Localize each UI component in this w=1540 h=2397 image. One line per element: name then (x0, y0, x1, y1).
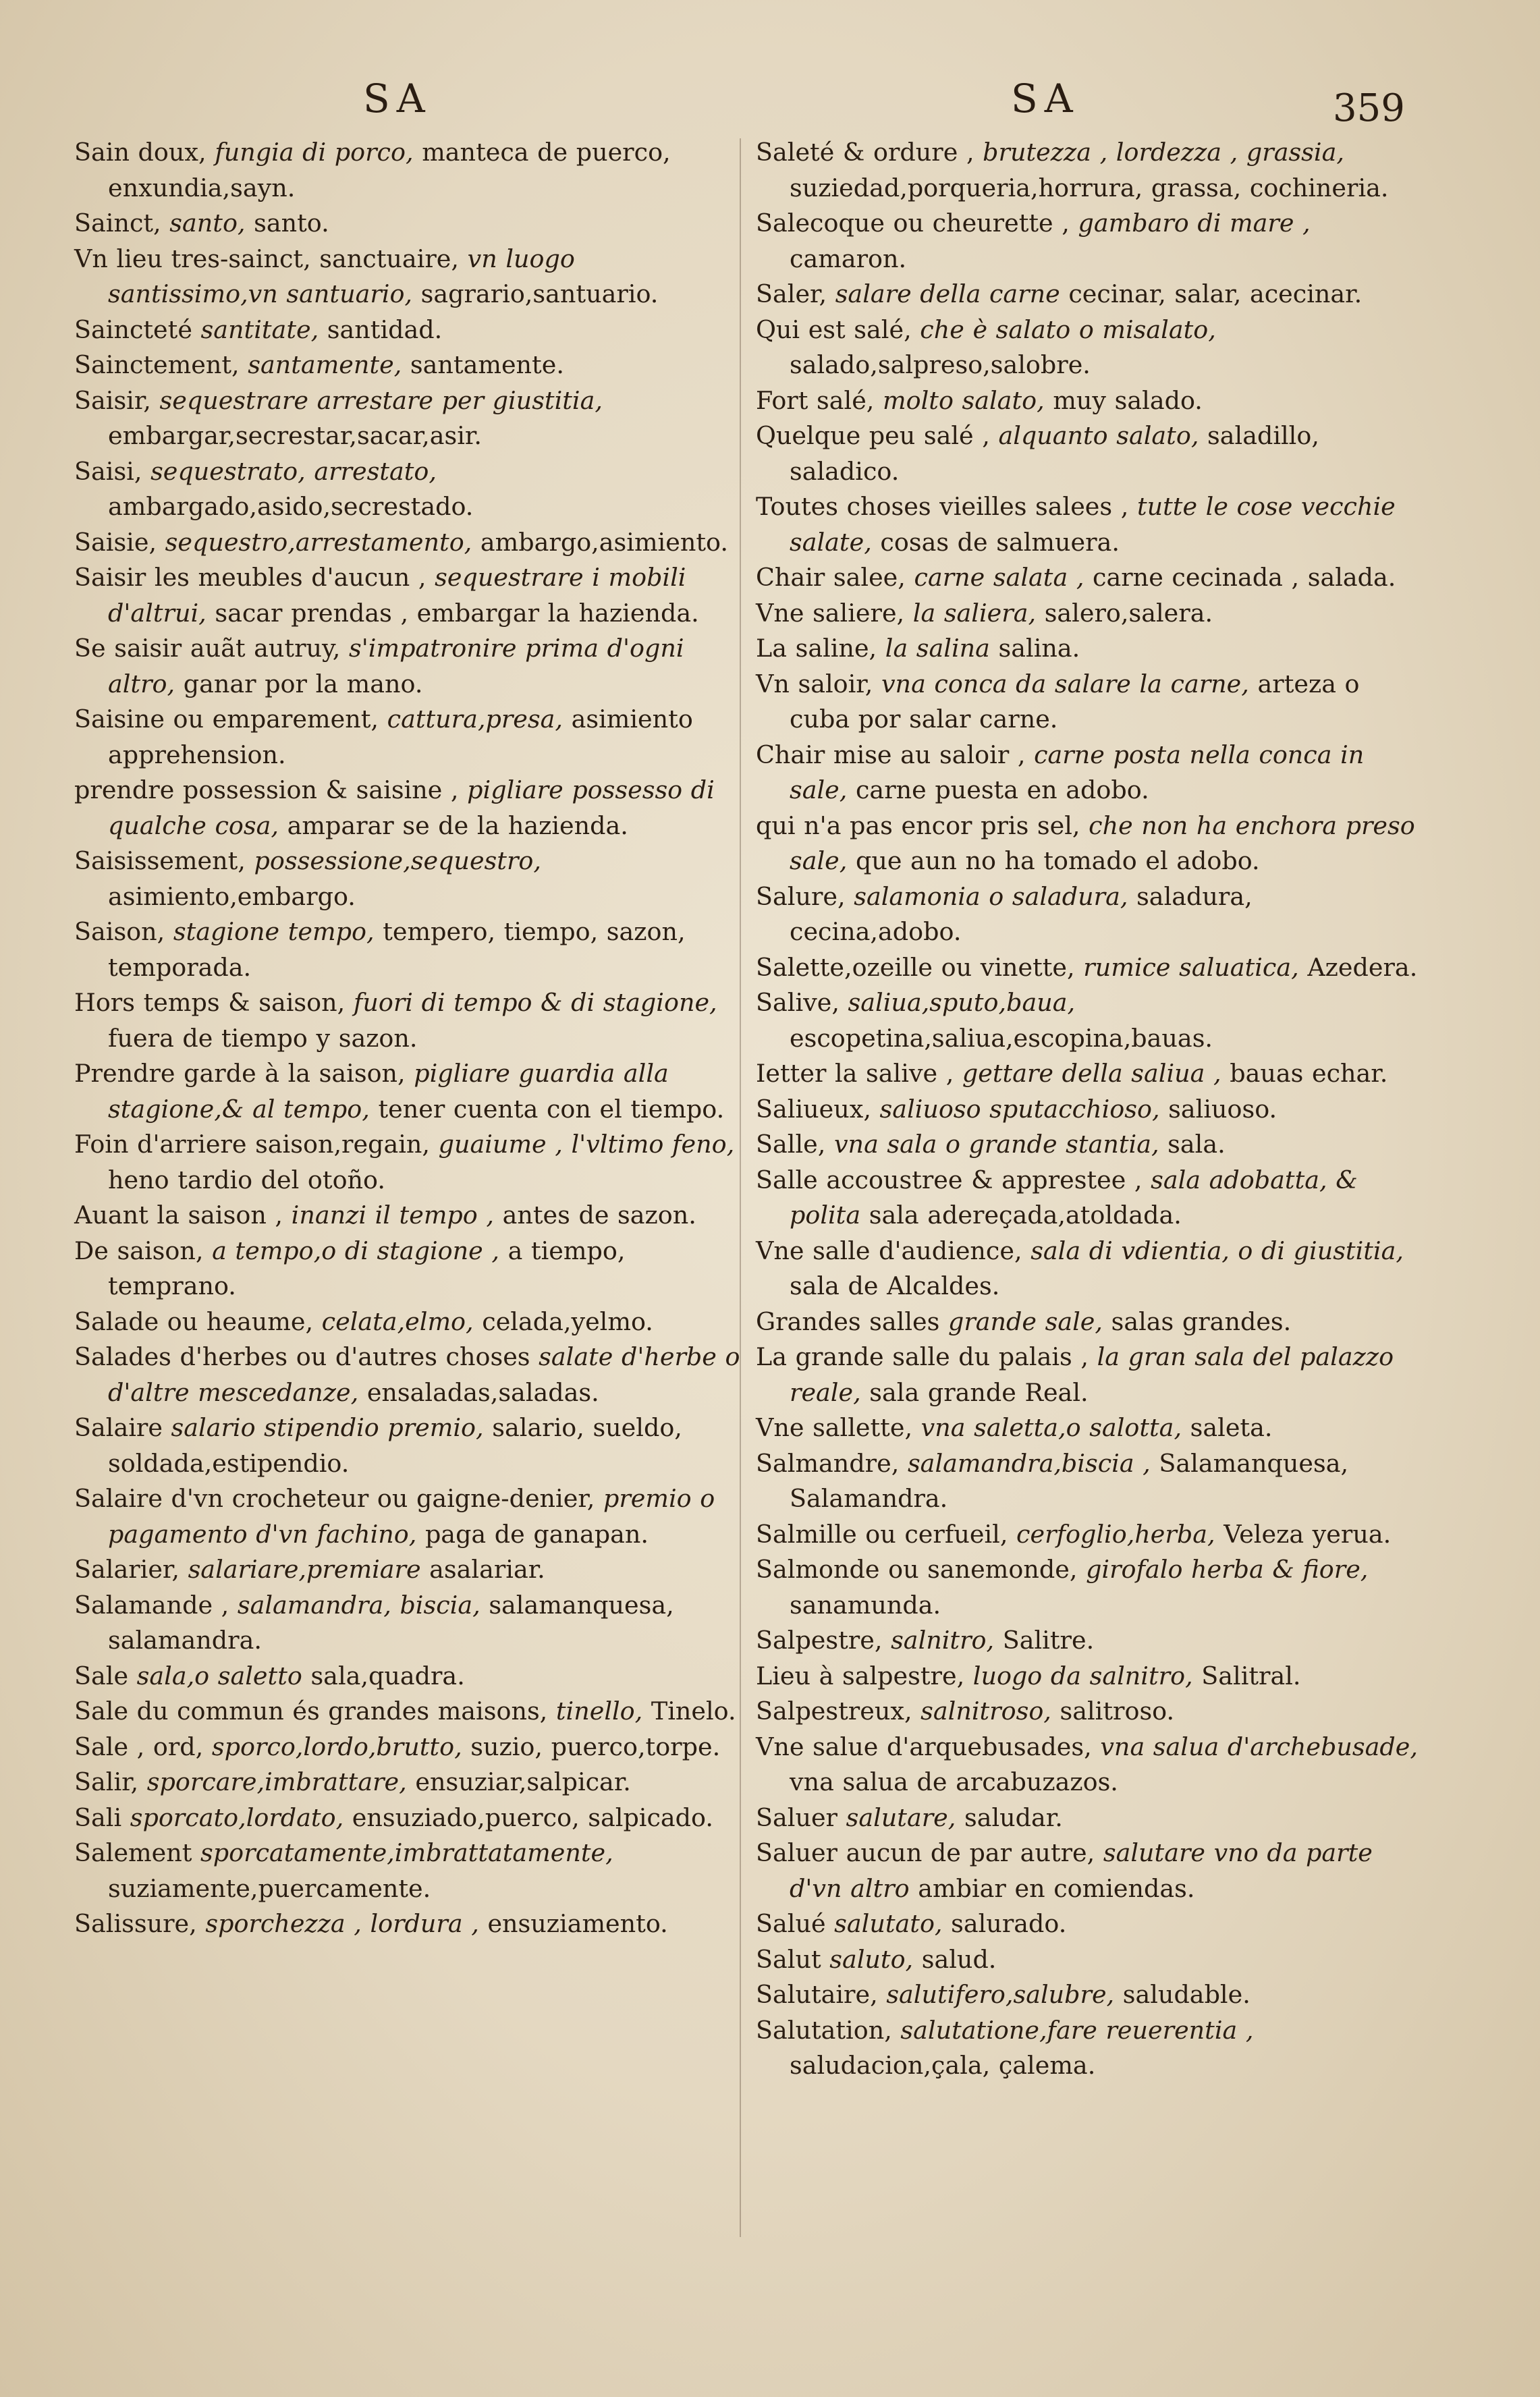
italian-gloss: sala adobatta, & polita (790, 1165, 1358, 1230)
italian-gloss: rumice saluatica, (1083, 952, 1299, 982)
french-term: La saline, (756, 634, 877, 663)
dictionary-entry (756, 631, 1424, 667)
dictionary-entry (756, 985, 1424, 1056)
italian-gloss: girofalo herba & fiore, (1086, 1555, 1369, 1584)
dictionary-entry (756, 1304, 1424, 1340)
dictionary-entry (74, 702, 742, 773)
french-term: Vne salle d'audience, (756, 1236, 1022, 1265)
right-running-head: SA (1011, 76, 1080, 121)
dictionary-entry (756, 1906, 1424, 1942)
dictionary-entry (756, 596, 1424, 632)
italian-gloss: sala di vdientia, o di giustitia, (1030, 1236, 1404, 1265)
spanish-gloss: arteza o cuba por salar carne. (790, 669, 1360, 734)
italian-gloss: sporcato,lordato, (130, 1802, 344, 1832)
dictionary-entry (74, 1552, 742, 1588)
french-term: Sainct, (74, 209, 161, 238)
italian-gloss: fungia di porco, (215, 138, 414, 167)
italian-gloss: gettare della saliua , (962, 1059, 1221, 1088)
spanish-gloss: sala grande Real. (869, 1377, 1089, 1407)
spanish-gloss: suzio, puerco,torpe. (470, 1732, 721, 1761)
italian-gloss: salariare,premiare (188, 1555, 421, 1584)
french-term: Salpestre, (756, 1626, 883, 1655)
spanish-gloss: ambiar en comiendas. (918, 1873, 1195, 1903)
french-term: Salmille ou cerfueil, (756, 1519, 1008, 1549)
column-divider (740, 138, 741, 2237)
french-term: Salette,ozeille ou vinette, (756, 952, 1075, 982)
french-term: Sale (74, 1661, 129, 1690)
dictionary-entry (74, 454, 742, 525)
french-term: Salades d'herbes ou d'autres choses (74, 1342, 530, 1371)
dictionary-entry (756, 1446, 1424, 1517)
italian-gloss: molto salato, (883, 385, 1045, 415)
dictionary-entry (74, 1234, 742, 1304)
spanish-gloss: celada,yelmo. (482, 1306, 653, 1336)
spanish-gloss: bauas echar. (1230, 1059, 1388, 1088)
spanish-gloss: paga de ganapan. (424, 1519, 649, 1549)
dictionary-entry (74, 1588, 742, 1659)
dictionary-entry (74, 773, 742, 844)
french-term: prendre possession & saisine , (74, 775, 459, 804)
italian-gloss: possessione,sequestro, (254, 846, 541, 875)
french-term: Salement (74, 1838, 192, 1867)
spanish-gloss: ensaladas,saladas. (366, 1377, 599, 1407)
italian-gloss: sequestrare arrestare per giustitia, (159, 385, 603, 415)
italian-gloss: luogo da salnitro, (972, 1661, 1193, 1690)
french-term: Toutes choses vieilles salees , (756, 492, 1129, 521)
french-term: Sainctement, (74, 350, 240, 379)
italian-gloss: fuori di tempo & di stagione, (353, 988, 717, 1017)
italian-gloss: la salina (885, 634, 990, 663)
italian-gloss: salate d'herbe o d'altre mescedanze, (108, 1342, 740, 1407)
french-term: qui n'a pas encor pris sel, (756, 810, 1080, 840)
italian-gloss: celata,elmo, (321, 1306, 474, 1336)
dictionary-entry (756, 1977, 1424, 2013)
french-term: Salaire (74, 1413, 163, 1442)
italian-gloss: cattura,presa, (387, 705, 563, 734)
french-term: Salutaire, (756, 1980, 878, 2009)
spanish-gloss: Azedera. (1307, 952, 1418, 982)
dictionary-entry (756, 1092, 1424, 1128)
french-term: Salué (756, 1909, 826, 1938)
french-term: Saisine ou emparement, (74, 705, 379, 734)
italian-gloss: santamente, (248, 350, 402, 379)
spanish-gloss: manteca de puerco, enxundia,sayn. (108, 138, 671, 202)
spanish-gloss: ensuziamento. (487, 1909, 668, 1938)
dictionary-entry (756, 667, 1424, 738)
italian-gloss: pigliare possesso di qualche cosa, (108, 775, 715, 840)
italian-gloss: sequestro,arrestamento, (165, 527, 472, 557)
french-term: Foin d'arriere saison,regain, (74, 1130, 431, 1159)
dictionary-entry (756, 1340, 1424, 1410)
dictionary-entry (756, 383, 1424, 419)
dictionary-entry (756, 1056, 1424, 1092)
dictionary-entry (756, 135, 1424, 206)
italian-gloss: vna salua d'archebusade, (1100, 1732, 1418, 1761)
dictionary-entry (74, 1906, 742, 1942)
french-term: Salut (756, 1944, 821, 1974)
dictionary-entry (74, 1730, 742, 1765)
french-term: Saliueux, (756, 1094, 871, 1124)
french-term: Vn saloir, (756, 669, 873, 698)
dictionary-entry (756, 277, 1424, 312)
dictionary-entry (74, 560, 742, 631)
dictionary-entry (756, 1410, 1424, 1446)
spanish-gloss: salitroso. (1060, 1697, 1175, 1726)
italian-gloss: gambaro di mare , (1078, 209, 1311, 238)
french-term: Salecoque ou cheurette , (756, 209, 1070, 238)
dictionary-entry (74, 1304, 742, 1340)
spanish-gloss: sala adereçada,atoldada. (869, 1201, 1182, 1230)
spanish-gloss: saludar. (964, 1802, 1063, 1832)
spanish-gloss: salud. (921, 1944, 997, 1974)
french-term: Saluer aucun de par autre, (756, 1838, 1095, 1867)
italian-gloss: salutifero,salubre, (886, 1980, 1115, 2009)
french-term: Saincteté (74, 314, 192, 344)
french-term: Salir, (74, 1767, 139, 1796)
dictionary-entry (756, 418, 1424, 489)
dictionary-entry (756, 1127, 1424, 1163)
spanish-gloss: vna salua de arcabuzazos. (790, 1767, 1118, 1796)
dictionary-entry (756, 1163, 1424, 1234)
french-term: Salaire d'vn crocheteur ou gaigne-denier, (74, 1484, 595, 1513)
french-term: Salive, (756, 988, 840, 1017)
spanish-gloss: cecinar, salar, acecinar. (1068, 279, 1363, 308)
spanish-gloss: sanamunda. (790, 1590, 941, 1620)
french-term: Salamande , (74, 1590, 229, 1620)
dictionary-entry (756, 738, 1424, 808)
french-term: Chair salee, (756, 563, 906, 592)
spanish-gloss: escopetina,saliua,escopina,bauas. (790, 1023, 1213, 1053)
italian-gloss: santitate, (200, 314, 319, 344)
spanish-gloss: ambargo,asimiento. (480, 527, 728, 557)
italian-gloss: carne posta nella conca in sale, (790, 740, 1365, 804)
french-term: Saisir les meubles d'aucun , (74, 563, 427, 592)
french-term: Salmonde ou sanemonde, (756, 1555, 1078, 1584)
dictionary-entry (74, 525, 742, 561)
italian-gloss: grande sale, (947, 1306, 1103, 1336)
italian-gloss: stagione tempo, (173, 917, 375, 946)
dictionary-entry (74, 242, 742, 312)
spanish-gloss: ambargado,asido,secrestado. (108, 492, 474, 521)
french-term: Sale du commun és grandes maisons, (74, 1697, 548, 1726)
spanish-gloss: santo. (254, 209, 329, 238)
dictionary-entry (756, 808, 1424, 879)
spanish-gloss: tempero, tiempo, sazon, temporada. (108, 917, 686, 982)
italian-gloss: salare della carne (835, 279, 1060, 308)
french-term: Vn lieu tres-sainct, sanctuaire, (74, 244, 459, 273)
dictionary-entry (756, 1836, 1424, 1906)
spanish-gloss: ensuziar,salpicar. (415, 1767, 631, 1796)
french-term: Saluer (756, 1802, 837, 1832)
dictionary-entry (74, 1198, 742, 1234)
dictionary-entry (74, 1836, 742, 1906)
dictionary-entry (74, 1127, 742, 1198)
spanish-gloss: santamente. (410, 350, 564, 379)
spanish-gloss: salurado. (951, 1909, 1067, 1938)
dictionary-entry (74, 312, 742, 348)
italian-gloss: pigliare guardia alla stagione,& al tempo, (108, 1059, 669, 1124)
french-term: Salutation, (756, 2015, 892, 2045)
spanish-gloss: sacar prendas , embargar la hazienda. (215, 598, 699, 628)
french-term: Salle accoustree & apprestee , (756, 1165, 1143, 1194)
dictionary-entry (756, 1694, 1424, 1730)
italian-gloss: sala,o saletto (136, 1661, 302, 1690)
italian-gloss: salutare, (846, 1802, 956, 1832)
french-term: Sain doux, (74, 138, 207, 167)
french-term: Salarier, (74, 1555, 180, 1584)
dictionary-entry (74, 631, 742, 702)
dictionary-entry (756, 560, 1424, 596)
spanish-gloss: Tinelo. (651, 1697, 736, 1726)
french-term: Sali (74, 1802, 122, 1832)
italian-gloss: salutato, (834, 1909, 943, 1938)
spanish-gloss: salina. (998, 634, 1080, 663)
italian-gloss: sequestrato, arrestato, (150, 456, 437, 486)
italian-gloss: carne salata , (914, 563, 1084, 592)
spanish-gloss: suziedad,porqueria,horrura, grassa, cochineria. (790, 173, 1389, 202)
italian-gloss: sporcatamente,imbrattatamente, (200, 1838, 613, 1867)
spanish-gloss: a tiempo, temprano. (108, 1236, 626, 1300)
french-term: Quelque peu salé , (756, 421, 990, 450)
dictionary-entry (756, 206, 1424, 277)
spanish-gloss: tener cuenta con el tiempo. (378, 1094, 725, 1124)
spanish-gloss: muy salado. (1053, 385, 1203, 415)
french-term: Se saisir auãt autruy, (74, 634, 341, 663)
dictionary-entry (756, 1623, 1424, 1659)
spanish-gloss: embargar,secrestar,sacar,asir. (108, 421, 482, 450)
italian-gloss: sequestrare i mobili d'altrui, (108, 563, 686, 628)
spanish-gloss: salas grandes. (1111, 1306, 1292, 1336)
dictionary-entry (74, 383, 742, 454)
italian-gloss: inanzi il tempo , (291, 1201, 494, 1230)
dictionary-entry (74, 1481, 742, 1552)
french-term: Salade ou heaume, (74, 1306, 314, 1336)
french-term: Saisie, (74, 527, 157, 557)
spanish-gloss: carne cecinada , salada. (1093, 563, 1396, 592)
dictionary-entry (74, 1800, 742, 1836)
italian-gloss: sporchezza , lordura , (205, 1909, 479, 1938)
spanish-gloss: sagrario,santuario. (420, 279, 659, 308)
spanish-gloss: salamanquesa, salamandra. (108, 1590, 674, 1655)
italian-gloss: sporcare,imbrattare, (146, 1767, 407, 1796)
french-term: Saisir, (74, 385, 151, 415)
spanish-gloss: saliuoso. (1168, 1094, 1277, 1124)
spanish-gloss: asimiento,embargo. (108, 881, 356, 911)
italian-gloss: santo, (169, 209, 246, 238)
spanish-gloss: sala,quadra. (310, 1661, 465, 1690)
italian-gloss: che è salato o misalato, (920, 314, 1216, 344)
spanish-gloss: saladura, cecina,adobo. (790, 881, 1253, 946)
italian-gloss: salnitroso, (920, 1697, 1051, 1726)
dictionary-entry (756, 1552, 1424, 1623)
italian-gloss: cerfoglio,herba, (1016, 1519, 1215, 1549)
spanish-gloss: sala. (1167, 1130, 1226, 1159)
spanish-gloss: saleta. (1190, 1413, 1273, 1442)
french-term: Fort salé, (756, 385, 875, 415)
french-term: Saler, (756, 279, 827, 308)
italian-gloss: tinello, (555, 1697, 643, 1726)
spanish-gloss: amparar se de la hazienda. (287, 810, 628, 840)
dictionary-entry (756, 2013, 1424, 2084)
italian-gloss: saliuoso sputacchioso, (879, 1094, 1160, 1124)
dictionary-entry (756, 312, 1424, 383)
dictionary-entry (756, 1659, 1424, 1695)
dictionary-entry (74, 914, 742, 985)
dictionary-entry (756, 1942, 1424, 1978)
spanish-gloss: antes de sazon. (502, 1201, 696, 1230)
french-term: Ietter la salive , (756, 1059, 954, 1088)
spanish-gloss: Salamanquesa, Salamandra. (790, 1448, 1349, 1513)
spanish-gloss: sala de Alcaldes. (790, 1271, 1000, 1300)
spanish-gloss: carne puesta en adobo. (855, 775, 1149, 804)
french-term: De saison, (74, 1236, 204, 1265)
spanish-gloss: asimiento apprehension. (108, 705, 693, 769)
french-term: Salissure, (74, 1909, 197, 1938)
dictionary-entry (74, 348, 742, 383)
dictionary-entry (756, 950, 1424, 986)
french-term: Sale , ord, (74, 1732, 204, 1761)
italian-gloss: vna conca da salare la carne, (881, 669, 1249, 698)
french-term: Prendre garde à la saison, (74, 1059, 406, 1088)
spanish-gloss: asalariar. (429, 1555, 545, 1584)
french-term: Vne saliere, (756, 598, 905, 628)
right-column (756, 135, 1424, 2084)
spanish-gloss: ganar por la mano. (183, 669, 423, 698)
spanish-gloss: Salitral. (1201, 1661, 1301, 1690)
spanish-gloss: ensuziado,puerco, salpicado. (352, 1802, 713, 1832)
french-term: Saison, (74, 917, 165, 946)
french-term: Salure, (756, 881, 846, 911)
left-running-head: SA (363, 76, 432, 121)
dictionary-entry (74, 1410, 742, 1481)
spanish-gloss: cosas de salmuera. (880, 527, 1120, 557)
italian-gloss: alquanto salato, (998, 421, 1199, 450)
spanish-gloss: santidad. (327, 314, 443, 344)
spanish-gloss: que aun no ha tomado el adobo. (855, 846, 1260, 875)
dictionary-entry (756, 1730, 1424, 1800)
dictionary-entry (756, 489, 1424, 560)
dictionary-entry (74, 1659, 742, 1695)
french-term: La grande salle du palais , (756, 1342, 1089, 1371)
dictionary-entry (74, 135, 742, 206)
italian-gloss: guaiume , l'vltimo feno, (438, 1130, 735, 1159)
french-term: Grandes salles (756, 1306, 940, 1336)
left-column (74, 135, 742, 1942)
italian-gloss: la saliera, (912, 598, 1037, 628)
french-term: Salpestreux, (756, 1697, 912, 1726)
french-term: Saleté & ordure , (756, 138, 974, 167)
spanish-gloss: salado,salpreso,salobre. (790, 350, 1091, 379)
italian-gloss: saluto, (829, 1944, 914, 1974)
italian-gloss: tutte le cose vecchie salate, (790, 492, 1396, 557)
french-term: Chair mise au saloir , (756, 740, 1026, 769)
dictionary-entry (756, 1800, 1424, 1836)
french-term: Qui est salé, (756, 314, 912, 344)
italian-gloss: la gran sala del palazzo reale, (790, 1342, 1394, 1407)
italian-gloss: s'impatronire prima d'ogni altro, (108, 634, 684, 698)
french-term: Salmandre, (756, 1448, 900, 1478)
spanish-gloss: heno tardio del otoño. (108, 1165, 385, 1194)
italian-gloss: salutare vno da parte d'vn altro (790, 1838, 1373, 1903)
french-term: Saisissement, (74, 846, 246, 875)
spanish-gloss: salero,salera. (1044, 598, 1213, 628)
dictionary-entry (74, 206, 742, 242)
dictionary-entry (74, 1340, 742, 1410)
dictionary-entry (74, 1056, 742, 1127)
spanish-gloss: camaron. (790, 244, 907, 273)
spanish-gloss: suziamente,puercamente. (108, 1873, 431, 1903)
dictionary-entry (74, 1765, 742, 1800)
spanish-gloss: fuera de tiempo y sazon. (108, 1023, 418, 1053)
italian-gloss: salutatione,fare reuerentia , (900, 2015, 1254, 2045)
dictionary-entry (74, 1694, 742, 1730)
spanish-gloss: saludable. (1122, 1980, 1250, 2009)
italian-gloss: salnitro, (891, 1626, 995, 1655)
dictionary-entry (74, 844, 742, 914)
italian-gloss: salamandra, biscia, (237, 1590, 480, 1620)
french-term: Saisi, (74, 456, 142, 486)
italian-gloss: vna sala o grande stantia, (833, 1130, 1159, 1159)
french-term: Auant la saison , (74, 1201, 283, 1230)
italian-gloss: sporco,lordo,brutto, (211, 1732, 462, 1761)
french-term: Salle, (756, 1130, 826, 1159)
italian-gloss: vna saletta,o salotta, (920, 1413, 1182, 1442)
italian-gloss: salamonia o saladura, (854, 881, 1128, 911)
page-number: 359 (1333, 86, 1405, 130)
spanish-gloss: Salitre. (1002, 1626, 1095, 1655)
spanish-gloss: saladillo, saladico. (790, 421, 1319, 486)
spanish-gloss: saludacion,çala, çalema. (790, 2051, 1096, 2080)
spanish-gloss: Veleza yerua. (1223, 1519, 1392, 1549)
french-term: Vne salue d'arquebusades, (756, 1732, 1092, 1761)
italian-gloss: salamandra,biscia , (907, 1448, 1151, 1478)
italian-gloss: a tempo,o di stagione , (212, 1236, 499, 1265)
italian-gloss: saliua,sputo,baua, (848, 988, 1076, 1017)
dictionary-entry (756, 1234, 1424, 1304)
dictionary-entry (756, 1517, 1424, 1553)
french-term: Vne sallette, (756, 1413, 913, 1442)
spanish-gloss: salario, sueldo, soldada,estipendio. (108, 1413, 682, 1478)
french-term: Lieu à salpestre, (756, 1661, 965, 1690)
italian-gloss: che non ha enchora preso sale, (790, 810, 1415, 875)
french-term: Hors temps & saison, (74, 988, 346, 1017)
italian-gloss: brutezza , lordezza , grassia, (983, 138, 1344, 167)
italian-gloss: salario stipendio premio, (171, 1413, 484, 1442)
dictionary-entry (74, 985, 742, 1056)
dictionary-entry (756, 879, 1424, 950)
italian-gloss: premio o pagamento d'vn fachino, (108, 1484, 715, 1549)
italian-gloss: vn luogo santissimo,vn santuario, (108, 244, 575, 308)
